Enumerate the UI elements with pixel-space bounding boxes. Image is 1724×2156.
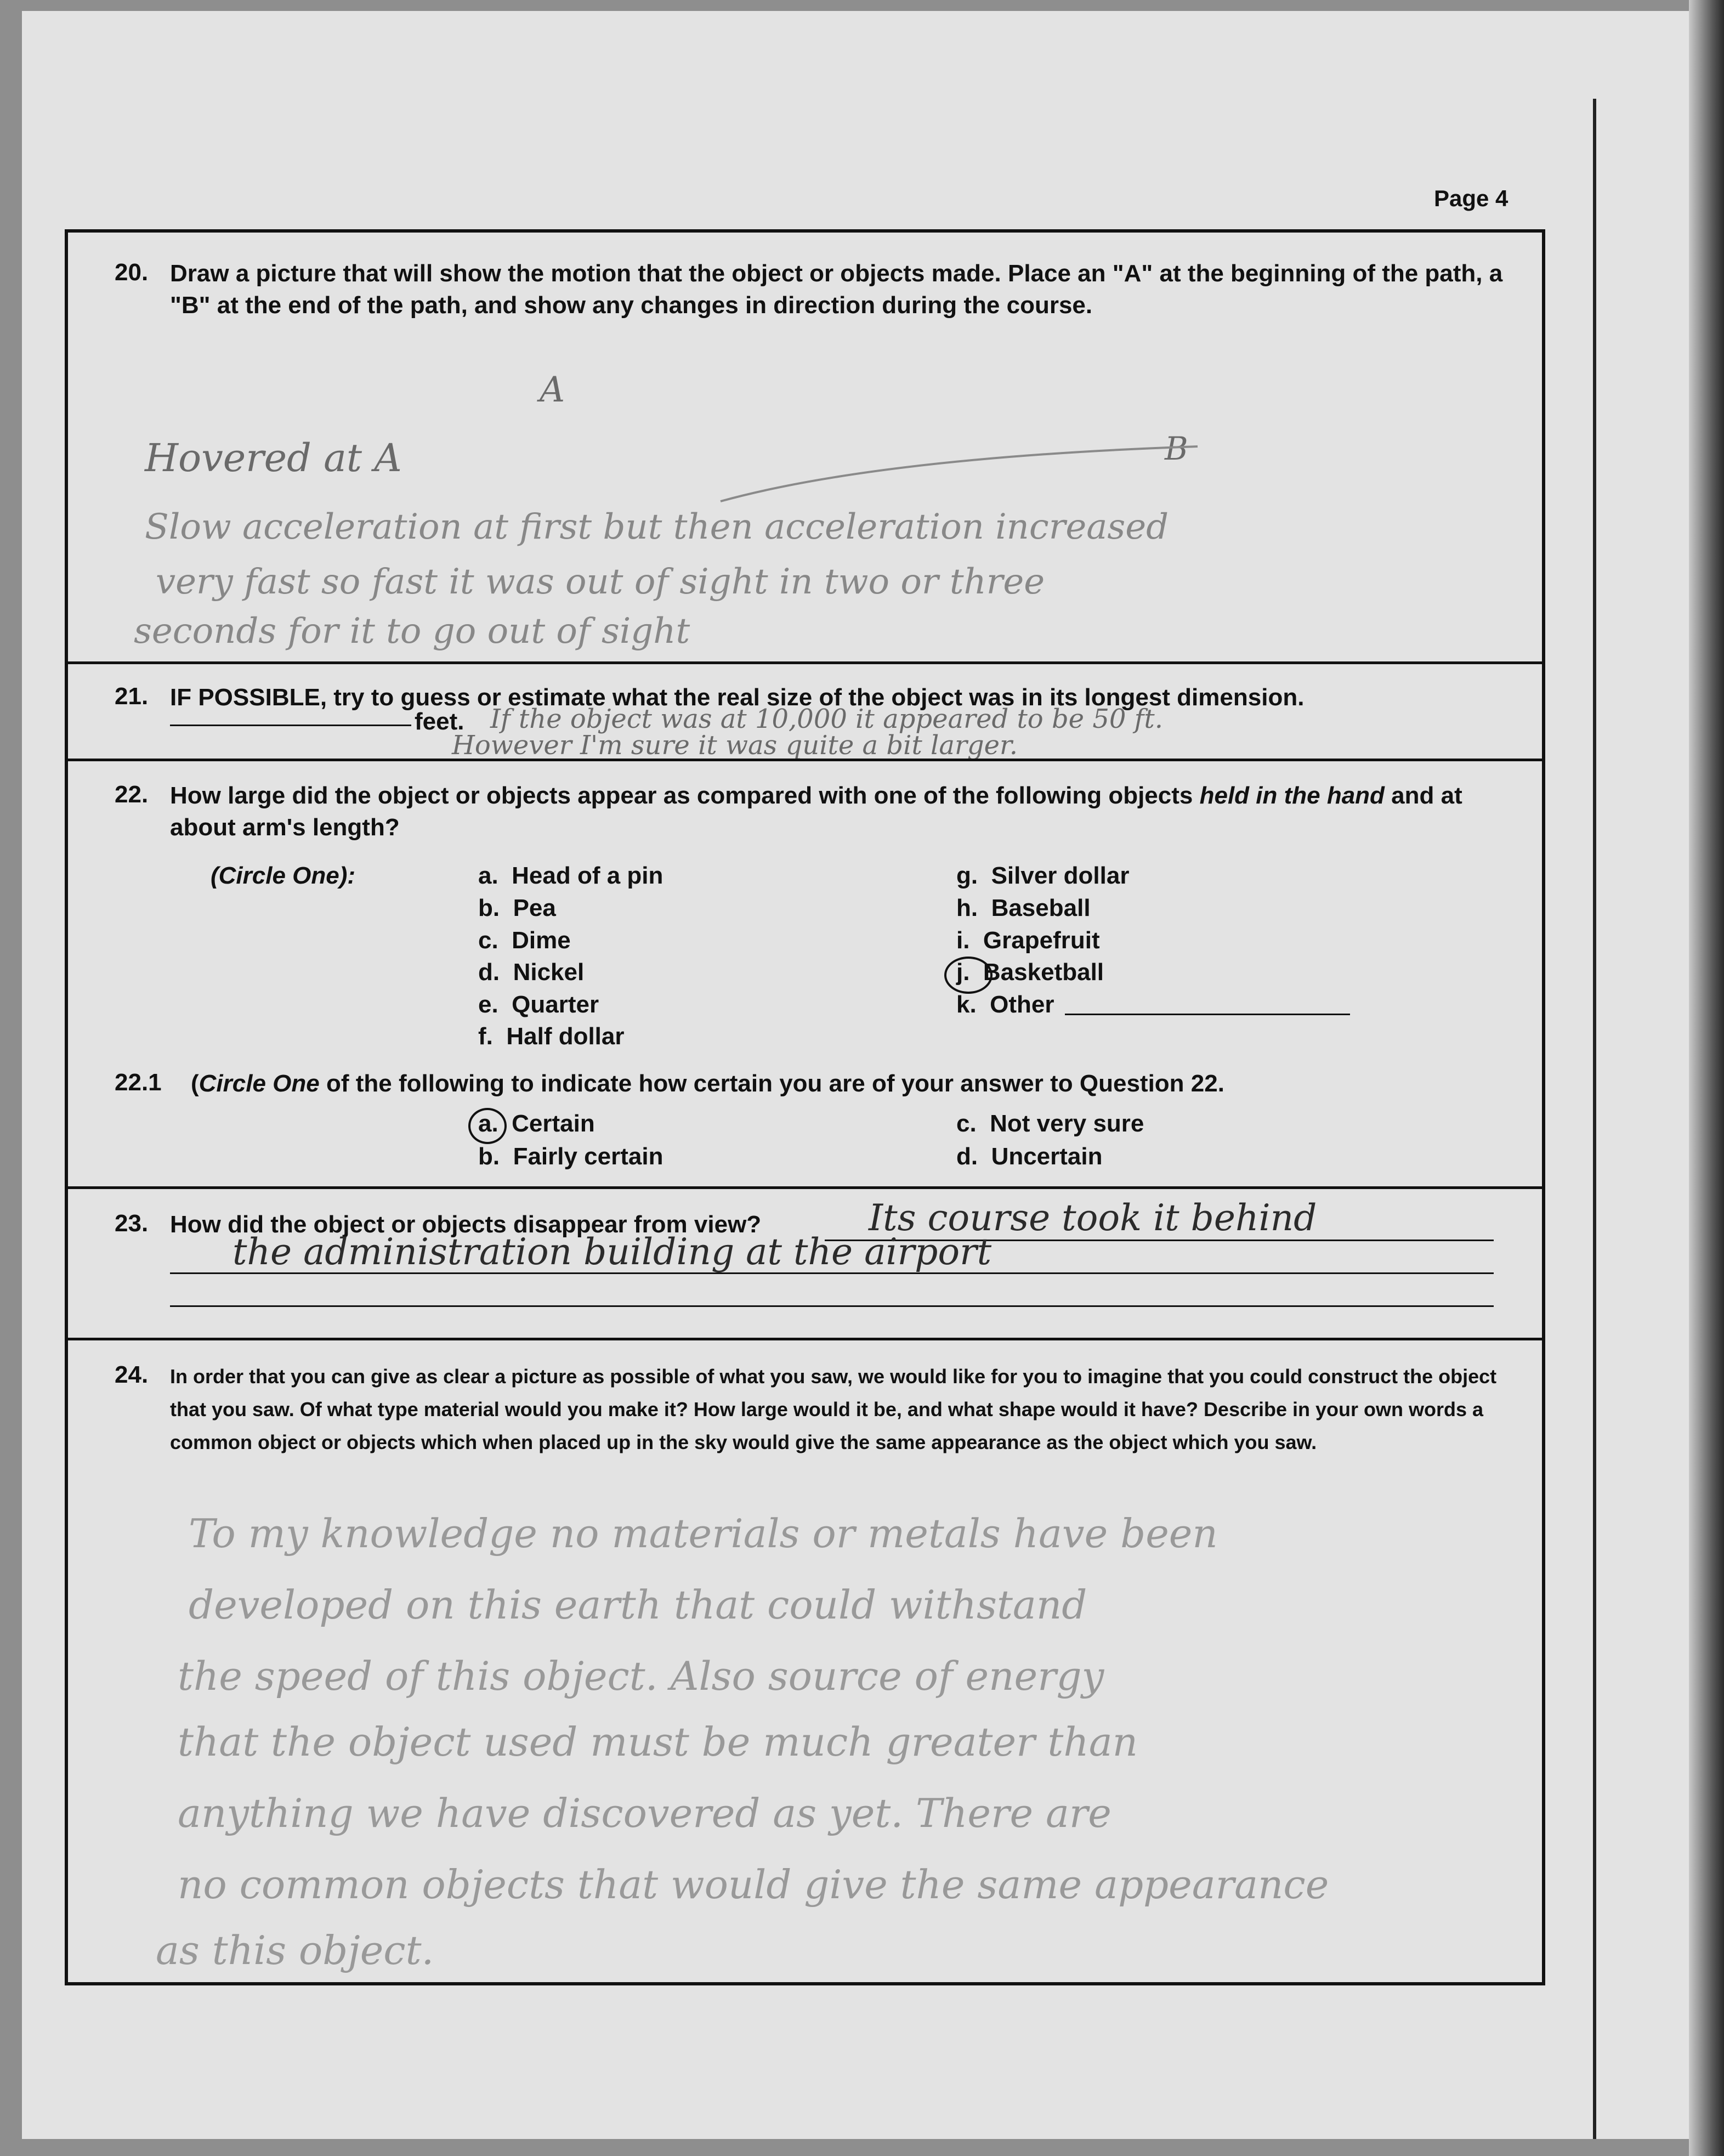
- option-a[interactable]: a. Head of a pin: [478, 862, 663, 889]
- handwritten-answer-line: To my knowledge no materials or metals have been: [189, 1510, 1218, 1557]
- option-d[interactable]: d. Nickel: [478, 959, 585, 986]
- option-f[interactable]: f. Half dollar: [478, 1023, 625, 1050]
- path-drawing: [715, 441, 1209, 507]
- certainty-option-b[interactable]: b. Fairly certain: [478, 1143, 663, 1170]
- certainty-option-d[interactable]: d. Uncertain: [956, 1143, 1103, 1170]
- question-number: 24.: [115, 1361, 149, 1388]
- option-i[interactable]: i. Grapefruit: [956, 927, 1100, 954]
- question-number: 22.: [115, 781, 149, 808]
- option-k[interactable]: k. Other: [956, 991, 1054, 1018]
- question-text: How did the object or objects disappear from view?: [170, 1211, 762, 1238]
- question-number: 22.1: [115, 1069, 162, 1096]
- handwritten-answer-line: If the object was at 10,000 it appeared to be 50 ft.: [490, 704, 1163, 734]
- question-number: 20.: [115, 259, 149, 286]
- handwritten-answer-line: no common objects that would give the same appearance: [178, 1861, 1329, 1908]
- question-text: How large did the object or objects appear as compared with one of the following objects held in the hand and at about arm's length?: [170, 782, 1462, 841]
- question-24-section: [68, 1338, 1542, 1985]
- handwritten-answer-line: as this object.: [156, 1927, 434, 1973]
- handwritten-answer-line: anything we have discovered as yet. There are: [178, 1790, 1111, 1836]
- certainty-option-a[interactable]: a. Certain: [478, 1110, 595, 1137]
- question-23-section: [68, 1186, 1542, 1338]
- option-j[interactable]: j. Basketball: [956, 959, 1104, 986]
- selection-circle: [944, 957, 993, 994]
- handwritten-answer-line: seconds for it to go out of sight: [134, 611, 690, 652]
- option-b[interactable]: b. Pea: [478, 895, 556, 921]
- answer-line[interactable]: [170, 1305, 1494, 1307]
- circle-one-label: (Circle One):: [211, 862, 356, 889]
- handwritten-answer-line: Its course took it behind: [869, 1197, 1317, 1239]
- path-mark-b: B: [1165, 430, 1188, 467]
- certainty-option-c[interactable]: c. Not very sure: [956, 1110, 1144, 1137]
- unit-label: feet.: [415, 708, 464, 735]
- page-edge-shadow: [1689, 0, 1724, 2156]
- question-22-section: [68, 759, 1542, 1186]
- other-blank[interactable]: [1065, 1014, 1350, 1015]
- option-e[interactable]: e. Quarter: [478, 991, 599, 1018]
- question-text: IF POSSIBLE, try to guess or estimate what the real size of the object was in its longest dimension.: [170, 684, 1305, 711]
- handwritten-answer-line: that the object used must be much greater than: [178, 1719, 1138, 1765]
- question-text: (Circle One of the following to indicate how certain you are of your answer to Question 22.: [191, 1070, 1224, 1097]
- selection-circle: [468, 1108, 507, 1144]
- handwritten-answer-line: Hovered at A: [145, 435, 402, 480]
- page-edge-line: [1593, 99, 1596, 2139]
- option-h[interactable]: h. Baseball: [956, 895, 1091, 921]
- option-c[interactable]: c. Dime: [478, 927, 571, 954]
- question-text: Draw a picture that will show the motion that the object or objects made. Place an "A" at the beginning of the path, a "B" at the end of the path, and show any changes in direction during the course.: [170, 260, 1503, 319]
- question-20-section: [68, 233, 1542, 661]
- handwritten-answer-line: the speed of this object. Also source of energy: [178, 1653, 1104, 1699]
- question-number: 23.: [115, 1210, 149, 1237]
- question-21-section: [68, 661, 1542, 759]
- size-answer-blank[interactable]: [170, 725, 411, 726]
- handwritten-answer-line: developed on this earth that could withstand: [189, 1582, 1087, 1628]
- question-number: 21.: [115, 683, 149, 710]
- question-text: In order that you can give as clear a picture as possible of what you saw, we would like for you to imagine that you could construct the object that you saw. Of what type material would you make it? How large would it be, and what shape would it have? Describe in your own words a common object or objects which when placed up in the sky would give the same appearance as the object which you saw.: [170, 1365, 1497, 1453]
- handwritten-answer-line: the administration building at the airport: [232, 1231, 992, 1273]
- handwritten-answer-line: Slow acceleration at first but then acceleration increased: [145, 507, 1169, 547]
- handwritten-answer-line: However I'm sure it was quite a bit larger.: [452, 730, 1018, 761]
- form-frame: [65, 229, 1545, 1985]
- handwritten-answer-line: very fast so fast it was out of sight in two or three: [156, 562, 1045, 602]
- option-g[interactable]: g. Silver dollar: [956, 862, 1130, 889]
- page-number: Page 4: [1434, 185, 1509, 211]
- path-mark-a: A: [540, 370, 565, 410]
